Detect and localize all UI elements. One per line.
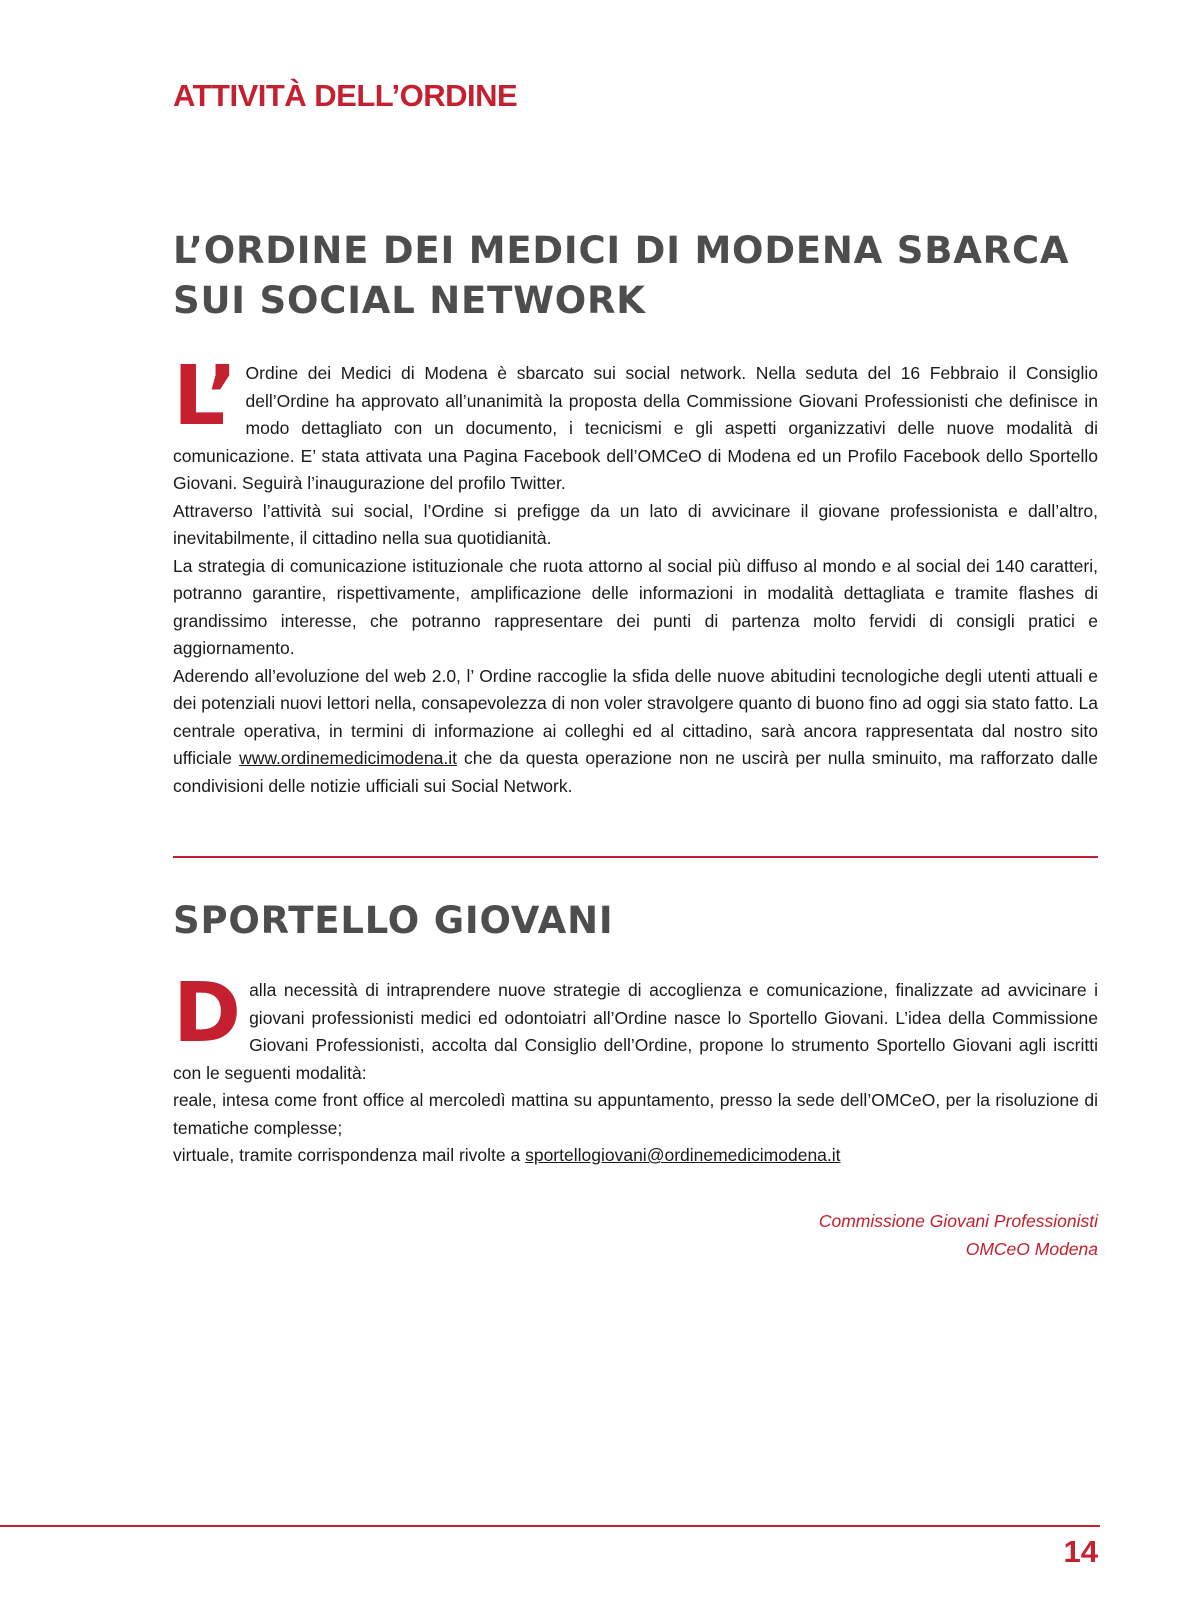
article-paragraph xyxy=(173,349,1098,498)
paragraph-text: Ordine dei Medici di Modena è sbarcato sui social network. Nella seduta del 16 Febbraio il Consiglio dell’Ordine ha approvato all’unanimità la proposta della Commissione Giovani Professionisti che definisce in modo dettagliato con un documento, i tecnicismi e gli aspetti organizzativi delle nuove modalità di comunicazione. E’ stata attivata una Pagina Facebook dell’OMCeO di Modena ed un Profilo Facebook dello Sportello Giovani. Seguirà l’inaugurazione del profilo Twitter. xyxy=(173,363,1098,493)
drop-cap-letter: D xyxy=(173,966,242,1061)
email-link[interactable]: sportellogiovani@ordinemedicimodena.it xyxy=(525,1145,841,1165)
article-title-social-network: L’ORDINE DEI MEDICI DI MODENA SBARCA SUI SOCIAL NETWORK xyxy=(173,229,1070,322)
article-paragraph xyxy=(173,1142,1098,1170)
section-label: ATTIVITÀ DELL’ORDINE xyxy=(173,78,518,113)
article-body-sportello-giovani xyxy=(173,966,1098,1170)
page-number: 14 xyxy=(1063,1534,1098,1569)
signature-line-organization: OMCeO Modena xyxy=(965,1239,1098,1259)
footer-divider xyxy=(0,1525,1100,1527)
signature xyxy=(819,1207,1098,1263)
article-body-social-network xyxy=(173,349,1098,800)
article-paragraph: La strategia di comunicazione istituzionale che ruota attorno al social più diffuso al mondo e al social dei 140 caratteri, potranno garantire, rispettivamente, amplificazione delle informazioni in modalità dettagliata e tramite flashes di grandissimo interesse, che potranno rappresentare dei punti di partenza molto fervidi di consigli pratici e aggiornamento. xyxy=(173,555,1098,658)
section-divider xyxy=(173,856,1098,858)
article-title-sportello-giovani: SPORTELLO GIOVANI xyxy=(173,899,614,942)
article-paragraph: reale, intesa come front office al mercoledì mattina su appuntamento, presso la sede dell’OMCeO, per la risoluzione di tematiche complesse; xyxy=(173,1090,1098,1138)
paragraph-text: che da questa operazione non ne uscirà per nulla sminuito, ma rafforzato dalle condivisioni delle notizie ufficiali sui Social Network. xyxy=(173,748,1098,796)
signature-line-commission: Commissione Giovani Professionisti xyxy=(818,1211,1098,1231)
drop-cap-letter: L’ xyxy=(173,349,238,444)
article-paragraph xyxy=(173,966,1098,1087)
paragraph-text: alla necessità di intraprendere nuove strategie di accoglienza e comunicazione, finalizzate ad avvicinare i giovani professionisti medici ed odontoiatri all’Ordine nasce lo Sportello Giovani. L’idea della Commissione Giovani Professionisti, accolta dal Consiglio dell’Ordine, propone lo strumento Sportello Giovani agli iscritti con le seguenti modalità: xyxy=(173,980,1098,1083)
article-paragraph: Attraverso l’attività sui social, l’Ordine si prefigge da un lato di avvicinare il giovane professionista e dall’altro, inevitabilmente, il cittadino nella sua quotidianità. xyxy=(173,500,1098,548)
article-paragraph xyxy=(173,663,1098,801)
paragraph-text: Aderendo all’evoluzione del web 2.0, l’ Ordine raccoglie la sfida delle nuove abitudini tecnologiche degli utenti attuali e dei potenziali nuovi lettori nella, consapevolezza di non voler stravolgere quanto di buono fino ad oggi sia stato fatto. La centrale operativa, in termini di informazione ai colleghi ed al cittadino, sarà ancora rappresentata dal nostro sito ufficiale xyxy=(173,665,1098,768)
website-link[interactable]: www.ordinemedicimodena.it xyxy=(239,748,457,768)
paragraph-text: virtuale, tramite corrispondenza mail rivolte a xyxy=(173,1145,526,1165)
